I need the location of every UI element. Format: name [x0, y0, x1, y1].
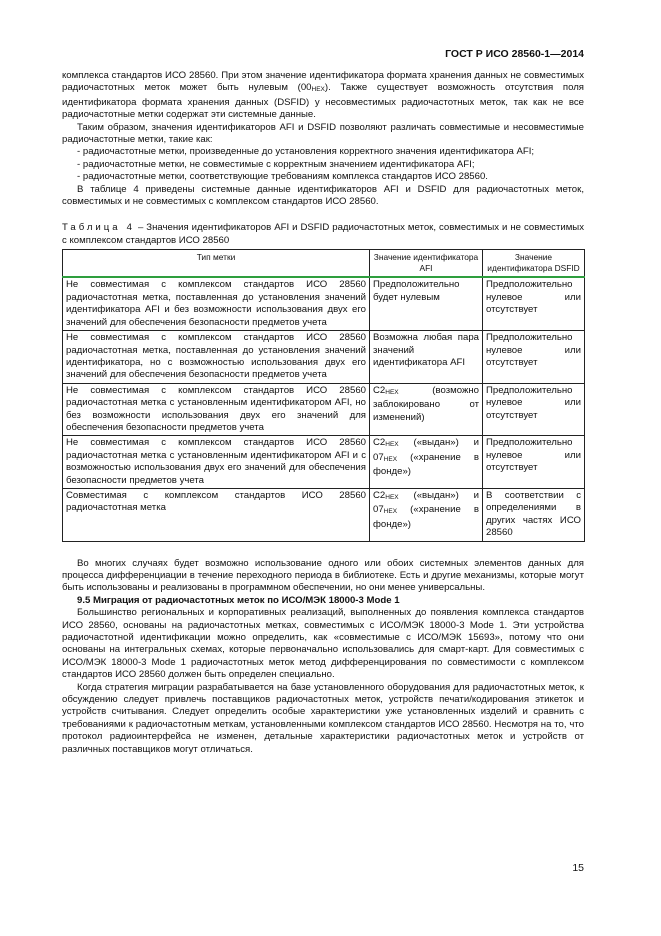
table-row — [63, 488, 585, 541]
cell-dsfid: Предположительно нулевое или отсутствует — [483, 331, 585, 384]
cell-afi: Возможна любая пара значений идентификатора AFI — [370, 331, 483, 384]
page-number: 15 — [572, 861, 584, 874]
list-item: - радиочастотные метки, не совместимые с корректным значением идентификатора AFI; — [77, 158, 475, 170]
list-item: - радиочастотные метки, произведенные до установления корректного значения идентификатора AFI; — [77, 146, 535, 158]
cell-dsfid: Предположительно нулевое или отсутствует — [483, 436, 585, 489]
intro-paragraph-1: комплекса стандартов ИСО 28560. При этом значение идентификатора формата хранения данных не совместимых радиочастотных меток может быть нулевым (00HEX). Также существует возможность отсутствия поля идентификатора формата хранения данных (DSFID) у несовместимых радиочастотных меток, так как не все радиочастотные метки содержат эти системные данные. — [62, 70, 584, 121]
table-caption: Таблица 4 – Значения идентификаторов AFI и DSFID радиочастотных меток, совместимых и не совместимых с комплексом стандартов ИСО 28560 — [62, 222, 584, 246]
cell-dsfid: Предположительно нулевое или отсутствует — [483, 383, 585, 436]
column-header-dsfid: Значение идентификатора DSFID — [483, 250, 585, 278]
cell-afi: C2HEX («выдан») и 07HEX («хранение в фонде») — [370, 436, 483, 489]
page-body — [62, 70, 584, 756]
cell-tag-type: Не совместимая с комплексом стандартов ИСО 28560 радиочастотная метка с установленным идентификатором AFI и с возможностью использования двух его значений для обеспечения безопасности предметов учета — [63, 436, 370, 489]
after-table-paragraph: Во многих случаях будет возможно использование одного или обоих системных элементов данных для процесса дифференциации в течение переходного периода в библиотеке. Есть и другие механизмы, которые могут быть использованы и реализованы в программном обеспечении, но они менее универсальны. — [62, 557, 584, 594]
cell-dsfid: В соответствии с определениями в других частях ИСО 28560 — [483, 488, 585, 541]
tag-type-list — [62, 146, 584, 183]
cell-dsfid: Предположительно нулевое или отсутствует — [483, 277, 585, 330]
cell-tag-type: Не совместимая с комплексом стандартов ИСО 28560 радиочастотная метка с установленным идентификатором AFI, но без возможности использования двух его значений для обеспечения безопасности предметов учета — [63, 383, 370, 436]
cell-tag-type: Совместимая с комплексом стандартов ИСО 28560 радиочастотная метка — [63, 488, 370, 541]
cell-afi: C2HEX («выдан») и 07HEX («хранение в фонде») — [370, 488, 483, 541]
table-row — [63, 383, 585, 436]
afi-dsfid-table — [62, 249, 585, 541]
table-row — [63, 436, 585, 489]
section-paragraph-2: Когда стратегия миграции разрабатывается на базе установленного оборудования для радиочастотных меток, к обсуждению следует привлечь поставщиков радиочастотных меток, устройств печати/кодирования этикеток и устройств считывания. Следует определить особые характеристики уже установленных изделий и сравнить с требованиями к радиочастотным меткам, установленными комплексом стандартов ИСО 28560. Несмотря на то, что протокол радиоинтерфейса не изменен, детальные характеристики радиочастотных меток и устройств от различных поставщиков могут отличаться. — [62, 681, 584, 755]
column-header-tag-type: Тип метки — [63, 250, 370, 278]
cell-afi: C2HEX (возможно заблокировано от изменений) — [370, 383, 483, 436]
document-header: ГОСТ Р ИСО 28560-1—2014 — [445, 48, 584, 60]
cell-afi: Предположительно будет нулевым — [370, 277, 483, 330]
table-row — [63, 331, 585, 384]
intro-paragraph-3: В таблице 4 приведены системные данные идентификаторов AFI и DSFID для радиочастотных меток, совместимых и не совместимых с комплексом стандартов ИСО 28560. — [62, 183, 584, 208]
cell-tag-type: Не совместимая с комплексом стандартов ИСО 28560 радиочастотная метка, поставленная до установления значений идентификатора, но с возможностью использования двух его значений для обеспечения безопасности предметов учета — [63, 331, 370, 384]
column-header-afi: Значение идентификатора AFI — [370, 250, 483, 278]
cell-tag-type: Не совместимая с комплексом стандартов ИСО 28560 радиочастотная метка, поставленная до установления значений идентификатора AFI и без возможности использования двух его значений для обеспечения безопасности предметов учета — [63, 277, 370, 330]
section-paragraph-1: Большинство региональных и корпоративных реализаций, выполненных до появления комплекса стандартов ИСО 28560, основаны на радиочастотных метках, совместимых с ИСО/МЭК 18000-3 Mode 1. Эти устройства радиочастотной идентификации можно определить, как «совместимые с ИСО/МЭК 15693», потому что они основаны на интегральных схемах, которые первоначально использовались для смарт-карт. Для совместимых с ИСО/МЭК 18000-3 Mode 1 радиочастотных меток метод дифференцирования по совместимости с комплексом стандартов ИСО 28560 должен быть определен специально. — [62, 607, 584, 681]
list-item: - радиочастотные метки, соответствующие требованиям комплекса стандартов ИСО 28560. — [77, 171, 488, 183]
intro-paragraph-2: Таким образом, значения идентификаторов AFI и DSFID позволяют различать совместимые и несовместимые радиочастотные метки, такие как: — [62, 121, 584, 146]
table-row — [63, 277, 585, 330]
section-heading-9-5: 9.5 Миграция от радиочастотных меток по ИСО/МЭК 18000-3 Mode 1 — [77, 594, 400, 606]
